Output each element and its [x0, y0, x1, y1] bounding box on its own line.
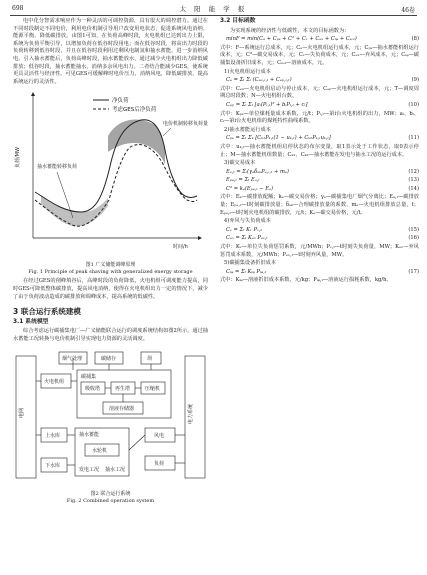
equation-17 [220, 269, 419, 277]
equation-9-definitions: 式中：Cₑᵤ—火电机组启动与停止成本，元；Cₑₚ—火电机组运行成本，元；T—调度周期总时段数；N—火电机组台数。 [220, 85, 419, 100]
equation-10-body: Cₑₚ = Σᵢ Σₜ [aᵢ(Pᵢ,ₜ)² + bᵢPᵢ,ₜ + cᵢ] [226, 101, 308, 108]
volume-label: 46卷 [401, 7, 415, 14]
equation-13-number: (13) [408, 177, 419, 184]
section-3-heading: 3 联合运行系统建模 [13, 307, 81, 317]
y-axis-label: 负荷/MW [15, 147, 21, 169]
equation-16-definitions: 式中：Kᵥ—单位失负荷惩罚系数，元/MWh；Pᵥ,ₜ—t时刻失负荷量，MW；Kₑₓ—弃风惩罚成本系数，元/MWh；Pₑₓ,ₜ—t时刻弃风量，MW。 [220, 244, 419, 258]
lower-reservoir-label: 下水库 [45, 462, 61, 469]
x-axis-label: 时间/h [173, 244, 188, 251]
figure-2-caption-cn: 图2 联合运行系统 [90, 491, 131, 498]
equation-11-definitions: 式中：uₖ,ₜ—抽水蓄能机组启停状态的布尔变量，取1表示处于工作状态，取0表示停止；M—抽水蓄能机组数量；Cₖ₁、Cₖ₂—抽水蓄能在发电与抽水工况的运行成本。 [220, 143, 419, 158]
turbine-label: 水轮机 [92, 447, 108, 454]
upper-reservoir-label: 上水库 [45, 432, 61, 439]
equation-9-number: (9) [411, 77, 419, 84]
equation-10-number: (10) [408, 101, 419, 108]
subsection-3-2-heading: 3.2 目标函数 [220, 18, 256, 24]
gen-mode-label: 发电工况 [79, 466, 100, 473]
item-1-heading: 1)火电机组运行成本 [224, 68, 271, 75]
item-2-heading: 2)抽水蓄能运行成本 [224, 126, 271, 133]
page-header [10, 3, 417, 16]
equation-13 [220, 177, 419, 185]
equation-11-body: Cₚₛ = Σₜ Σₖ [Cₖ₁Pₖ,ₜ(1 − uₖ,ₜ) + Cₖ₂Pₖ,ₜuₖ,ₜ] [226, 135, 331, 142]
legend-solid-label: 净负荷 [112, 98, 129, 105]
equation-14-number: (14) [408, 185, 419, 192]
equation-17-number: (17) [408, 268, 419, 275]
equation-14-definitions: 式中：Eₐ—碳排放配额；kₑ—碳交易价格；γₑ—碳捕集电厂烟气分离比；Eₐ,ₜ—碳排放量；Eₚₑ,ₜ—t时刻碳排放量；δₑₖ—合理碳排放量的系数，mₑ—火电机组排放总量，t；Eₚₑ,ₜ—t时刻火电机组的碳排放，元/t；Kₑ—碳交易价格，元/t。 [220, 194, 419, 216]
equation-16-number: (16) [408, 235, 419, 242]
x-axis-arrow [198, 236, 202, 240]
equation-16-body: Cₑₓ = Σₜ Kₑₓ Pₑₓ,ₜ [226, 235, 268, 242]
equation-15 [220, 227, 419, 235]
left-column [13, 18, 208, 508]
carbon-store-label: 碳储存 [101, 355, 117, 362]
equation-8-number: (8) [411, 36, 419, 43]
equation-17-definitions: 式中：Kᵢᵩ—溶液折旧成本系数，元/kg；Pᵢᵩ,ₜ—溶液运行损耗系数，kg/h。 [220, 277, 392, 284]
compress-label: 压缩机 [145, 385, 161, 392]
equation-12 [220, 169, 419, 177]
right-column [220, 18, 419, 285]
flue-label: 烟气处理 [62, 355, 83, 362]
subsection-3-1-heading: 3.1 系统模型 [13, 318, 49, 325]
paragraph-3: 综合考虑运行碳捕集电厂—广义储能联合运行的调度系统结构如图2所示，通过抽水蓄能工况转换与电价机制引导实现电力资源的灵活调度。 [13, 328, 208, 342]
co2-capture-label: 碳捕集 [81, 373, 97, 380]
item-3-heading: 3)碳交易成本 [224, 160, 256, 167]
link-pump-wind [129, 435, 145, 450]
y-axis-arrow [31, 92, 35, 96]
equation-13-body: Eₚₑ,ₜ = Σₜ Eₐ,ₜ [226, 177, 260, 184]
equation-9-body: Cₑ = Σₜ Σᵢ (Cₑᵤ,ᵢ,ₜ + Cₑₚ,ᵢ,ₜ) [226, 77, 292, 84]
figure-1 [13, 88, 208, 278]
load-label: 负荷 [154, 460, 165, 467]
grid-right-label: 电力系统 [188, 403, 194, 424]
item-4-heading: 4)弃风与失负荷成本 [224, 218, 271, 225]
figure-1-caption-cn: 图1 广义储能调峰原理 [85, 261, 136, 268]
equation-12-number: (12) [408, 168, 419, 175]
equation-11 [220, 135, 419, 143]
equation-10 [220, 102, 419, 110]
pump-storage-label: 抽水蓄能 [79, 431, 100, 438]
figure-2-diagram [13, 348, 208, 488]
intro-paragraph: 电中化分智需求响应作为一种灵活的可调控资源，具有很大的调控潜力。通过在不同时段制定不同电价，利用电价机制引导用户改变用电状态，促进系统风电消纳、能源平衡、降低碳排放。由图1可知，在负荷高峰时段，火电机组已达到出力上限，系统为负荷平衡引导，以增加负荷在低谷时段用电；而在低谷时段，将高出力时段的负荷转移到低谷时段，并且在低谷时段利用过剩风电制氢和抽水蓄能，进一步消纳风电。引入抽水蓄能后，负荷高峰时段，抽水蓄能放水，通过减少火电机组出力降低碳排放；低谷时段，抽水蓄能抽水，消纳多余风电出力。二者结合能减少GES，使系统更具灵活性与经济性。可见GES可缓解峰时电价压力，消纳风电，降低碳排放，提高系统运行的灵活性。 [13, 18, 208, 85]
equation-15-body: Cᵥ = Σₜ Kᵥ Pᵥ,ₜ [226, 226, 262, 233]
equation-8-definitions: 式中：F—系统运行总成本，元；Cₑ—火电机组运行成本，元；Cₚₛ—抽水蓄能机组运行成本，元；Cᵈ—碳交易成本，元；Cᵥ—失负荷成本，元；Cₑₓ—弃风成本，元；Cᵢᵩ—碳捕集设备折旧成本，元；Cₛₒₗ—溶液成本，元。 [220, 44, 419, 66]
objective-intro: 为实现系统的经济性与低碳性，本文的目标函数为： [230, 27, 350, 34]
equation-14 [220, 186, 419, 194]
equation-16 [220, 235, 419, 243]
pump-mode-label: 抽水工况 [105, 466, 126, 473]
equation-8 [220, 36, 419, 44]
valley-label: 抽水蓄能转移负荷 [37, 164, 78, 171]
page-number: 698 [12, 5, 24, 12]
equation-9 [220, 77, 419, 85]
thermal-label: 火电机组 [44, 378, 65, 385]
equation-11-number: (11) [408, 135, 419, 142]
equation-15-number: (15) [408, 226, 419, 233]
equation-8-body: minF = min(Cₑ + Cₚₛ + Cᵈ + Cᵥ + Cₑₓ + Cᵢᵩ + Cₛₒₗ) [226, 36, 357, 43]
paragraph-2: 在经过GES的削峰填谷后，高峰时段的负荷降低，火电机组可调度能力提高，同时GES可降低整体碳排放，提高风电消纳，使得在火电机组出力一定的情况下，减少了由于负荷波动造成的碳排放和调峰成本，提高系统的低碳性。 [13, 278, 208, 300]
equation-14-body: Cᵈ = kₑ(Eₚₑ,ₜ − Eₐ) [226, 185, 274, 192]
regen-label: 再生塔 [115, 385, 131, 392]
absorb-label: 吸收塔 [85, 385, 101, 392]
legend-dashed-label: 考虑GES后净负荷 [112, 107, 157, 114]
figure-2 [13, 348, 208, 508]
wind-label: 风电 [154, 432, 165, 439]
figure-2-caption-en: Fig. 2 Combined operation system [66, 497, 155, 504]
dam-label: 坝 [147, 355, 153, 362]
equation-12-body: Eₐ,ₜ = Σᵢ(γₑδₑₖPₑ,ᵢ,ₜ + mₑ) [226, 168, 289, 175]
grid-left-label: 电网 [19, 407, 25, 418]
peak-pointer [163, 128, 171, 136]
journal-title: 太 阳 能 学 报 [179, 5, 248, 13]
equation-17-body: Cᵢᵩ = Σₜ Kᵢᵩ Pᵢᵩ,ₜ [226, 268, 267, 275]
figure-1-plot [13, 88, 208, 258]
equation-10-definitions: 式中：Kₚₛ—单位煤耗量成本系数，元/t；Pᵢ,ₜ—第i台火电机组的出力，MW；aᵢ、bᵢ、cᵢ—第i台火电机组的煤耗特性曲线系数。 [220, 110, 419, 125]
peak-label: 电价机制转移负荷量 [163, 121, 208, 128]
solvent-label: 溶液存储器 [109, 405, 135, 412]
item-5-heading: 5)碳捕集设备折旧成本 [224, 260, 277, 267]
figure-1-caption-en: Fig. 1 Principle of peak shaving with generalized energy storage [28, 268, 193, 275]
